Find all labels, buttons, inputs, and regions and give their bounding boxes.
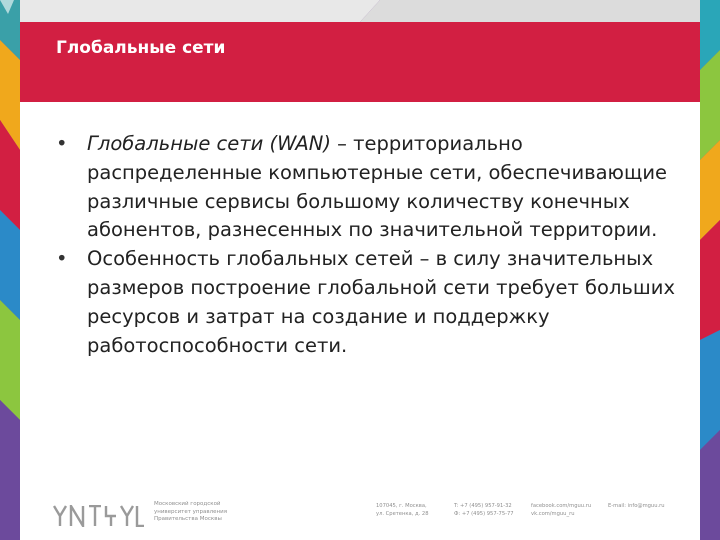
org-line: Московский городской: [154, 501, 221, 507]
bullet-item: [56, 130, 680, 245]
bullet-symbol: •: [56, 247, 68, 271]
email-link[interactable]: E-mail: info@mguu.ru: [608, 503, 665, 509]
org-line: Правительства Москвы: [154, 516, 222, 522]
title-bar: [20, 22, 700, 102]
slide-content: [56, 130, 680, 360]
bullet-item: [56, 245, 680, 360]
address-line: ул. Сретенка, д. 28: [376, 511, 429, 517]
university-logo-icon: [53, 505, 145, 527]
social-block: [531, 502, 591, 518]
footer: [20, 492, 700, 540]
slide: [20, 22, 700, 540]
bullet-symbol: •: [56, 132, 68, 155]
slide-title: Глобальные сети: [56, 38, 226, 58]
social-link[interactable]: facebook.com/mguu.ru: [531, 503, 592, 509]
bullet-text: – территориально распределенные компьютерные сети, обеспечивающие различные сервисы большому количеству конечных абонентов, разнесенных по значительной территории.: [87, 132, 668, 242]
address-block: [376, 502, 429, 518]
org-line: университет управления: [154, 508, 228, 515]
bullet-text: Особенность глобальных сетей – в силу значительных размеров построение глобальной сети требует больших ресурсов и затрат на создание и поддержку работоспособности сети.: [87, 247, 675, 357]
address-line: 107045, г. Москва,: [376, 503, 427, 509]
phone-block: [454, 502, 514, 518]
bullet-term: Глобальные сети (WAN): [87, 132, 331, 155]
phone-line: T: +7 (495) 957-91-32: [454, 503, 512, 509]
email-block: [608, 502, 665, 510]
phone-line: Ф: +7 (495) 957-75-77: [454, 511, 514, 517]
social-link[interactable]: vk.com/mguu_ru: [531, 511, 575, 517]
university-name: [154, 501, 244, 524]
